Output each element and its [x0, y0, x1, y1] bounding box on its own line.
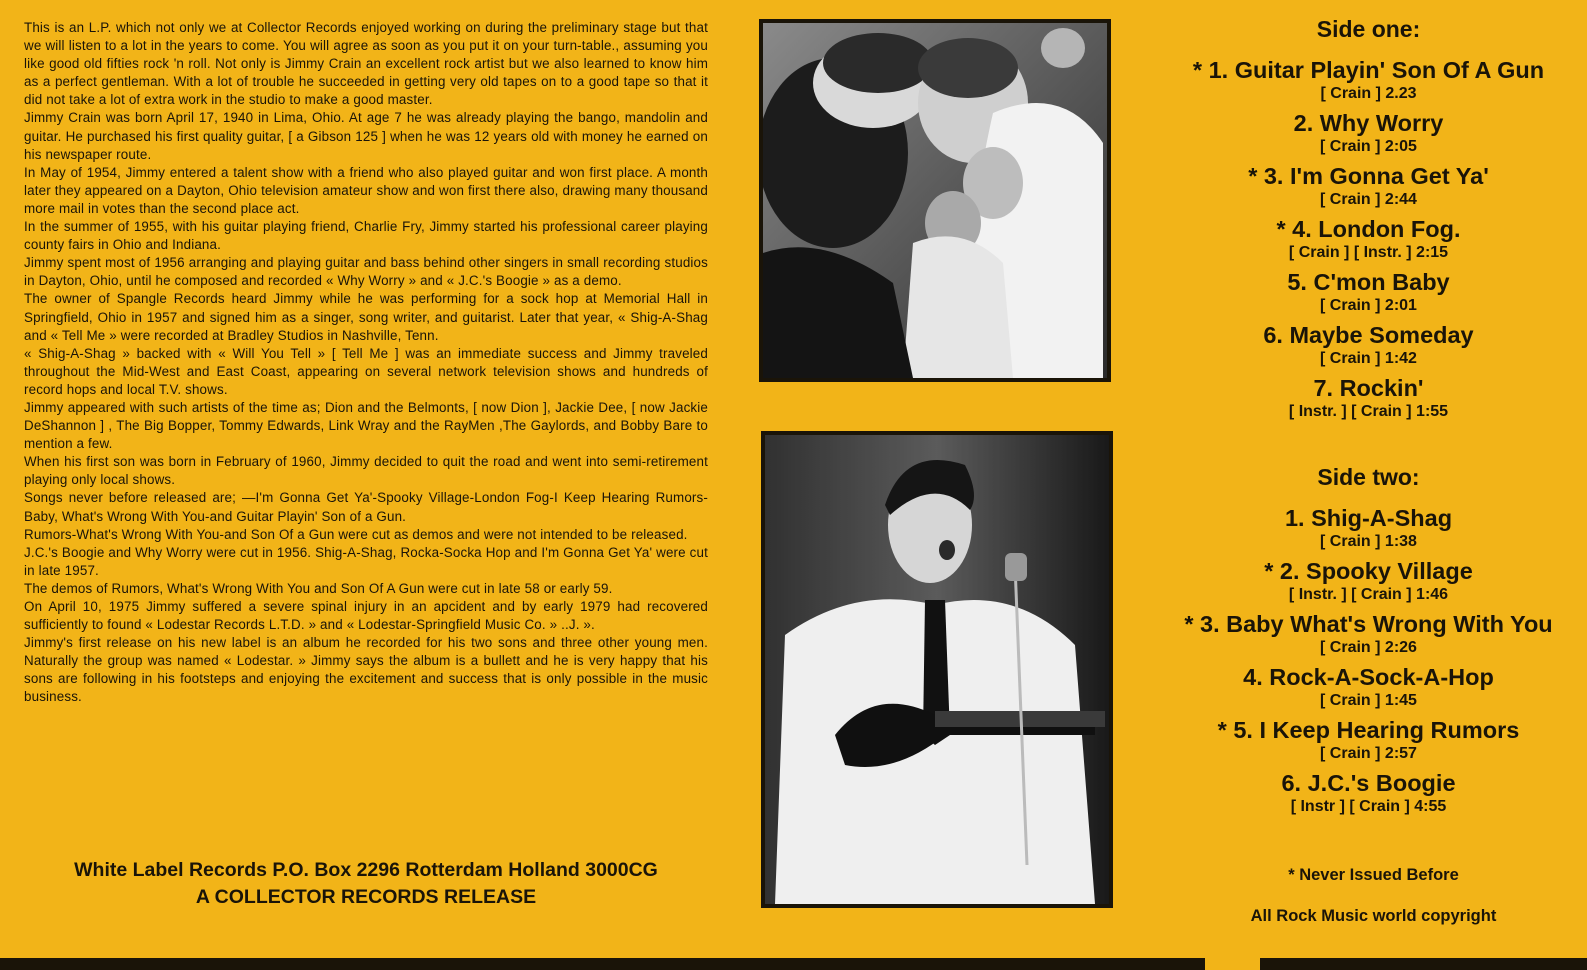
track-credit: [ Crain ] 2:05 — [1320, 138, 1417, 155]
bottom-edge-bar — [0, 958, 1205, 970]
track-item — [1150, 110, 1587, 157]
liner-notes — [24, 19, 708, 707]
track-title: 6. J.C.'s Boogie — [1281, 770, 1456, 796]
track-credit: [ Crain ] 2:44 — [1320, 191, 1417, 208]
release-line: A COLLECTOR RECORDS RELEASE — [195, 886, 537, 908]
liner-paragraph: Jimmy appeared with such artists of the time as; Dion and the Belmonts, [ now Dion ], Jackie Dee, [ now Jackie DeShannon ] , The Big Bopper, Tommy Edwards, Link Wray and the RayMen ,The Gaylords, and Bobby Bare to mention a few. — [24, 399, 708, 452]
liner-paragraph: In May of 1954, Jimmy entered a talent show with a friend who also played guitar and won first place. A month later they appeared on a Dayton, Ohio television amateur show and won first there also, drawing many thousand more mail in votes than the second place act. — [24, 164, 708, 216]
track-item — [1150, 269, 1587, 316]
copyright-line: All Rock Music world copyright — [1250, 907, 1497, 925]
track-item — [1150, 57, 1587, 104]
track-item — [1150, 717, 1587, 764]
track-credit: [ Crain ] 1:42 — [1320, 350, 1417, 367]
track-title: * 5. I Keep Hearing Rumors — [1217, 717, 1520, 743]
track-credit: [ Instr ] [ Crain ] 4:55 — [1290, 798, 1447, 815]
side-one — [1150, 14, 1587, 422]
track-item — [1150, 505, 1587, 552]
liner-paragraph: J.C.'s Boogie and Why Worry were cut in 1956. Shig-A-Shag, Rocka-Socka Hop and I'm Gonna Get Ya' were cut in late 1957. — [24, 544, 708, 578]
never-issued-note: * Never Issued Before — [1288, 866, 1459, 884]
liner-paragraph: The owner of Spangle Records heard Jimmy while he was performing for a sock hop at Memorial Hall in Springfield, Ohio in 1957 and signed him as a singer, song writer, and guitarist. Later that year, « Shig-A-Shag and « Tell Me » were recorded at Bradley Studios in Nashville, Tenn. — [24, 291, 708, 343]
track-credit: [ Crain ] 2.23 — [1320, 85, 1417, 102]
liner-paragraph: Rumors-What's Wrong With You-and Son Of a Gun were cut as demos and were not intended to be released. — [24, 526, 688, 542]
label-footer — [24, 857, 708, 911]
track-item — [1150, 216, 1587, 263]
track-title: 4. Rock-A-Sock-A-Hop — [1243, 664, 1494, 690]
track-title: 1. Shig-A-Shag — [1284, 505, 1453, 531]
track-item — [1150, 163, 1587, 210]
liner-paragraph: The demos of Rumors, What's Wrong With You and Son Of A Gun were cut in late 58 or early 59. — [24, 580, 613, 596]
track-title: * 3. Baby What's Wrong With You — [1184, 611, 1553, 637]
track-credit: [ Crain ] 1:45 — [1320, 692, 1417, 709]
autograph-crowd-photo — [759, 19, 1111, 382]
track-item — [1150, 375, 1587, 422]
track-title: 6. Maybe Someday — [1263, 322, 1474, 348]
track-credit: [ Crain ] 2:26 — [1320, 639, 1417, 656]
bottom-edge-bar — [1260, 958, 1587, 970]
side-two-heading: Side two: — [1317, 464, 1420, 490]
liner-paragraph: Jimmy Crain was born April 17, 1940 in Lima, Ohio. At age 7 he was already playing the bango, mandolin and guitar. He purchased his first quality guitar, [ a Gibson 125 ] when he was 12 years old with money he earned on his newspaper route. — [24, 110, 708, 162]
track-credit: [ Crain ] [ Instr. ] 2:15 — [1288, 244, 1449, 261]
track-item — [1150, 770, 1587, 817]
track-title: 7. Rockin' — [1313, 375, 1424, 401]
track-title: * 1. Guitar Playin' Son Of A Gun — [1192, 57, 1545, 83]
track-item — [1150, 611, 1587, 658]
track-item — [1150, 664, 1587, 711]
track-title: 5. C'mon Baby — [1287, 269, 1450, 295]
track-credit: [ Crain ] 2:57 — [1320, 745, 1417, 762]
track-credit: [ Instr. ] [ Crain ] 1:46 — [1288, 586, 1449, 603]
liner-paragraph: This is an L.P. which not only we at Collector Records enjoyed working on during the preliminary stage but that we will listen to a lot in the years to come. You will agree as soon as you put it on your turn-table., assuming you like good old fifties rock 'n roll. Not only is Jimmy Crain an excellent rock artist but we also learned to know him as a perfect gentleman. With a lot of trouble he succeeded in getting very old tapes on to a good tape so that it did not take a lot of extra work in the studio to make a good master. — [24, 20, 708, 108]
side-one-heading: Side one: — [1316, 16, 1421, 42]
track-credit: [ Instr. ] [ Crain ] 1:55 — [1288, 403, 1449, 420]
track-item — [1150, 322, 1587, 369]
liner-paragraph: On April 10, 1975 Jimmy suffered a severe spinal injury in an apcident and by early 1979 had recovered sufficiently to found « Lodestar Records L.T.D. » and « Lodestar-Springfield Music Co. » ..J. ». — [24, 599, 708, 633]
liner-paragraph: « Shig-A-Shag » backed with « Will You Tell » [ Tell Me ] was an immediate success and Jimmy traveled throughout the Mid-West and East Coast, appearing on several network television shows and hundreds of record hops and local T.V. shows. — [24, 345, 708, 397]
liner-paragraph: Songs never before released are; —I'm Gonna Get Ya'-Spooky Village-London Fog-I Keep Hearing Rumors-Baby, What's Wrong With You-and Guitar Playin' Son of a Gun. — [24, 490, 708, 524]
liner-paragraph: Jimmy's first release on his new label is an album he recorded for his two sons and three other young men. Naturally the group was named « Lodestar. » Jimmy says the album is a bullett and he is very happy that his sons are following in his footsteps and enjoying the excitement and success that is only possible in the music business. — [24, 635, 708, 705]
track-credit: [ Crain ] 1:38 — [1320, 533, 1417, 550]
performer-guitar-photo — [761, 431, 1113, 908]
liner-paragraph: Jimmy spent most of 1956 arranging and playing guitar and bass behind other singers in small recording studios in Dayton, Ohio, until he composed and recorded « Why Worry » and « J.C.'s Boogie » as a demo. — [24, 255, 708, 289]
side-two — [1150, 462, 1587, 817]
liner-paragraph: When his first son was born in February of 1960, Jimmy decided to quit the road and went into semi-retirement playing only local shows. — [24, 454, 708, 488]
track-title: * 4. London Fog. — [1276, 216, 1461, 242]
track-item — [1150, 558, 1587, 605]
label-address: White Label Records P.O. Box 2296 Rotterdam Holland 3000CG — [74, 859, 658, 881]
track-title: * 2. Spooky Village — [1264, 558, 1473, 584]
liner-paragraph: In the summer of 1955, with his guitar playing friend, Charlie Fry, Jimmy started his professional career playing county fairs in Ohio and Indiana. — [24, 219, 708, 253]
track-credit: [ Crain ] 2:01 — [1320, 297, 1417, 314]
track-title: * 3. I'm Gonna Get Ya' — [1248, 163, 1489, 189]
track-title: 2. Why Worry — [1293, 110, 1444, 136]
track-listing — [1150, 14, 1587, 823]
